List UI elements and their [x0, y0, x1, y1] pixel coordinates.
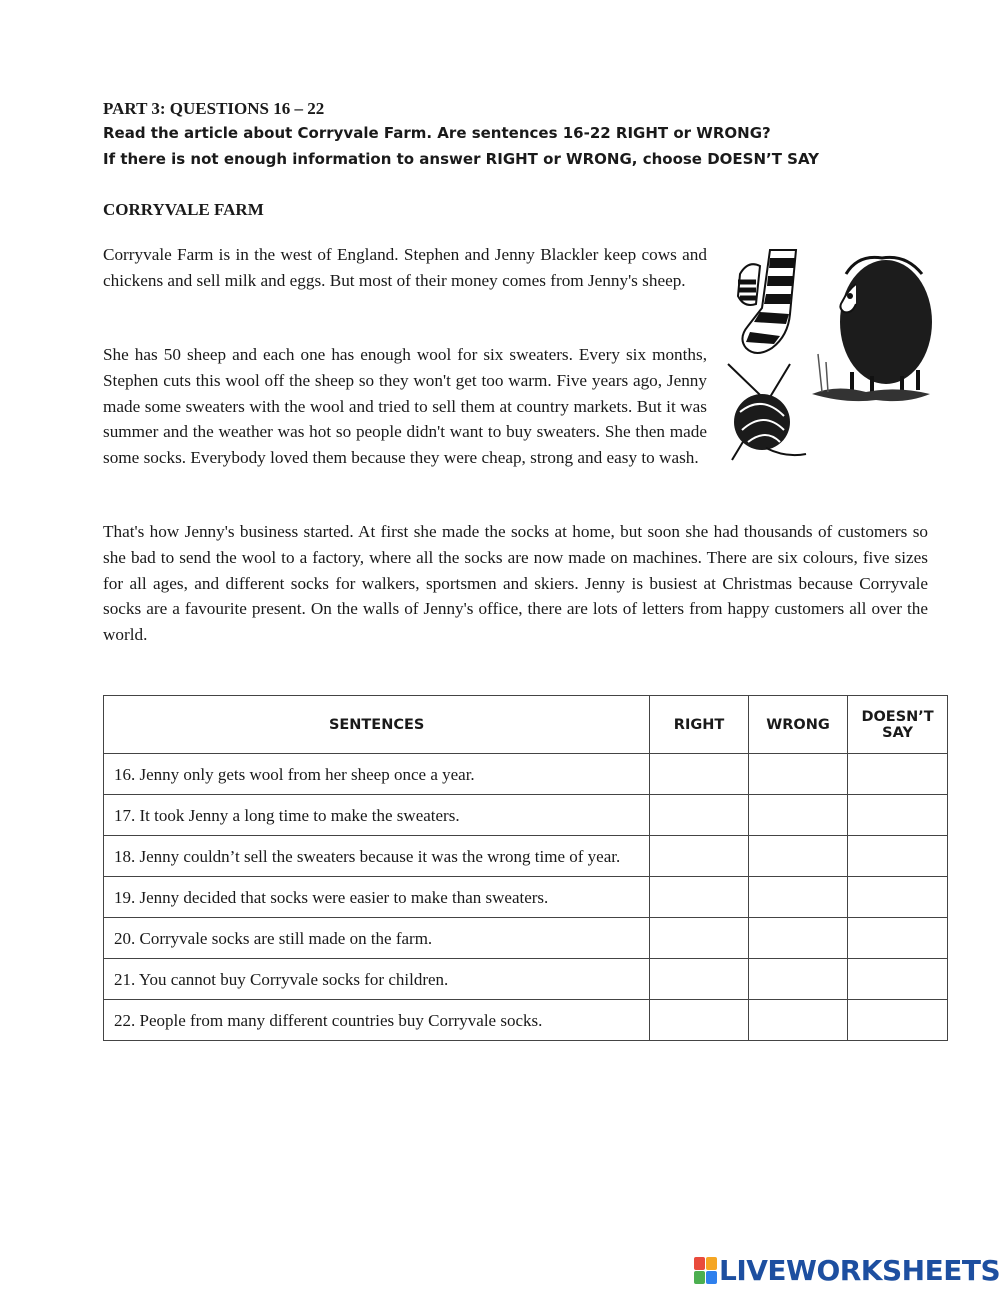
logo-square-blue [706, 1271, 717, 1284]
article-paragraph-3: That's how Jenny's business started. At first she made the socks at home, but soon she had thousands of customers so she bad to send the wool to a factory, where all the socks are now made on machines. There are six colours, five sizes for all ages, and different socks for walkers, sportsmen and skiers. Jenny is busiest at Christmas because Corryvale socks are a favourite present. On the walls of Jenny's office, there are lots of letters from happy customers all over the world. [103, 522, 928, 645]
table-row [104, 918, 948, 959]
instruction-line-2: If there is not enough information to answer RIGHT or WRONG, choose DOESN’T SAY [103, 150, 819, 168]
sock-icon [738, 250, 796, 353]
sentence-18: 18. Jenny couldn’t sell the sweaters because it was the wrong time of year. [104, 836, 650, 877]
answer-wrong-22[interactable] [748, 1000, 847, 1041]
answer-wrong-19[interactable] [748, 877, 847, 918]
answer-right-20[interactable] [650, 918, 749, 959]
article-paragraph-1: Corryvale Farm is in the west of England. Stephen and Jenny Blackler keep cows and chickens and sell milk and eggs. But most of their money comes from Jenny's sheep. [103, 245, 707, 290]
answer-doesnt-say-20[interactable] [848, 918, 948, 959]
answer-right-16[interactable] [650, 754, 749, 795]
liveworksheets-logo[interactable] [694, 1254, 1000, 1286]
answer-wrong-20[interactable] [748, 918, 847, 959]
sentence-17: 17. It took Jenny a long time to make the sweaters. [104, 795, 650, 836]
answer-doesnt-say-22[interactable] [848, 1000, 948, 1041]
logo-text: LIVEWORKSHEETS [719, 1253, 1000, 1287]
answer-right-21[interactable] [650, 959, 749, 1000]
table-row [104, 877, 948, 918]
answer-right-18[interactable] [650, 836, 749, 877]
answer-right-17[interactable] [650, 795, 749, 836]
answer-right-19[interactable] [650, 877, 749, 918]
sentence-16: 16. Jenny only gets wool from her sheep once a year. [104, 754, 650, 795]
yarn-ball-icon [728, 364, 806, 460]
answer-doesnt-say-19[interactable] [848, 877, 948, 918]
table-row [104, 959, 948, 1000]
sheep-icon [812, 257, 932, 401]
answer-doesnt-say-16[interactable] [848, 754, 948, 795]
header-right: RIGHT [650, 696, 749, 754]
answer-wrong-16[interactable] [748, 754, 847, 795]
answer-wrong-17[interactable] [748, 795, 847, 836]
sentence-22: 22. People from many different countries buy Corryvale socks. [104, 1000, 650, 1041]
header-doesnt-say: DOESN’T SAY [848, 696, 948, 754]
answer-doesnt-say-21[interactable] [848, 959, 948, 1000]
table-row [104, 754, 948, 795]
answer-doesnt-say-17[interactable] [848, 795, 948, 836]
sentence-19: 19. Jenny decided that socks were easier to make than sweaters. [104, 877, 650, 918]
table-row [104, 836, 948, 877]
liveworksheets-mark-icon [694, 1257, 716, 1283]
sentence-20: 20. Corryvale socks are still made on the farm. [104, 918, 650, 959]
answer-right-22[interactable] [650, 1000, 749, 1041]
sentence-21: 21. You cannot buy Corryvale socks for children. [104, 959, 650, 1000]
answer-table [103, 695, 948, 1041]
table-row [104, 1000, 948, 1041]
header-wrong: WRONG [748, 696, 847, 754]
article-paragraph-2: She has 50 sheep and each one has enough wool for six sweaters. Every six months, Stephen cuts this wool off the sheep so they won't get too warm. Five years ago, Jenny made some sweaters with the wool and tried to sell them at country markets. But it was summer and the weather was hot so people didn't want to buy sweaters. She then made some socks. Everybody loved them because they were cheap, strong and easy to wash. [103, 345, 707, 468]
header-sentences: SENTENCES [104, 696, 650, 754]
instruction-line-1: Read the article about Corryvale Farm. Are sentences 16-22 RIGHT or WRONG? [103, 124, 771, 142]
farm-illustration [726, 244, 932, 470]
logo-square-red [694, 1257, 705, 1270]
part-heading: PART 3: QUESTIONS 16 – 22 [103, 99, 325, 118]
logo-square-orange [706, 1257, 717, 1270]
answer-doesnt-say-18[interactable] [848, 836, 948, 877]
answer-wrong-18[interactable] [748, 836, 847, 877]
table-header-row [104, 696, 948, 754]
article-title: CORRYVALE FARM [103, 200, 264, 219]
table-row [104, 795, 948, 836]
logo-square-green [694, 1271, 705, 1284]
answer-wrong-21[interactable] [748, 959, 847, 1000]
